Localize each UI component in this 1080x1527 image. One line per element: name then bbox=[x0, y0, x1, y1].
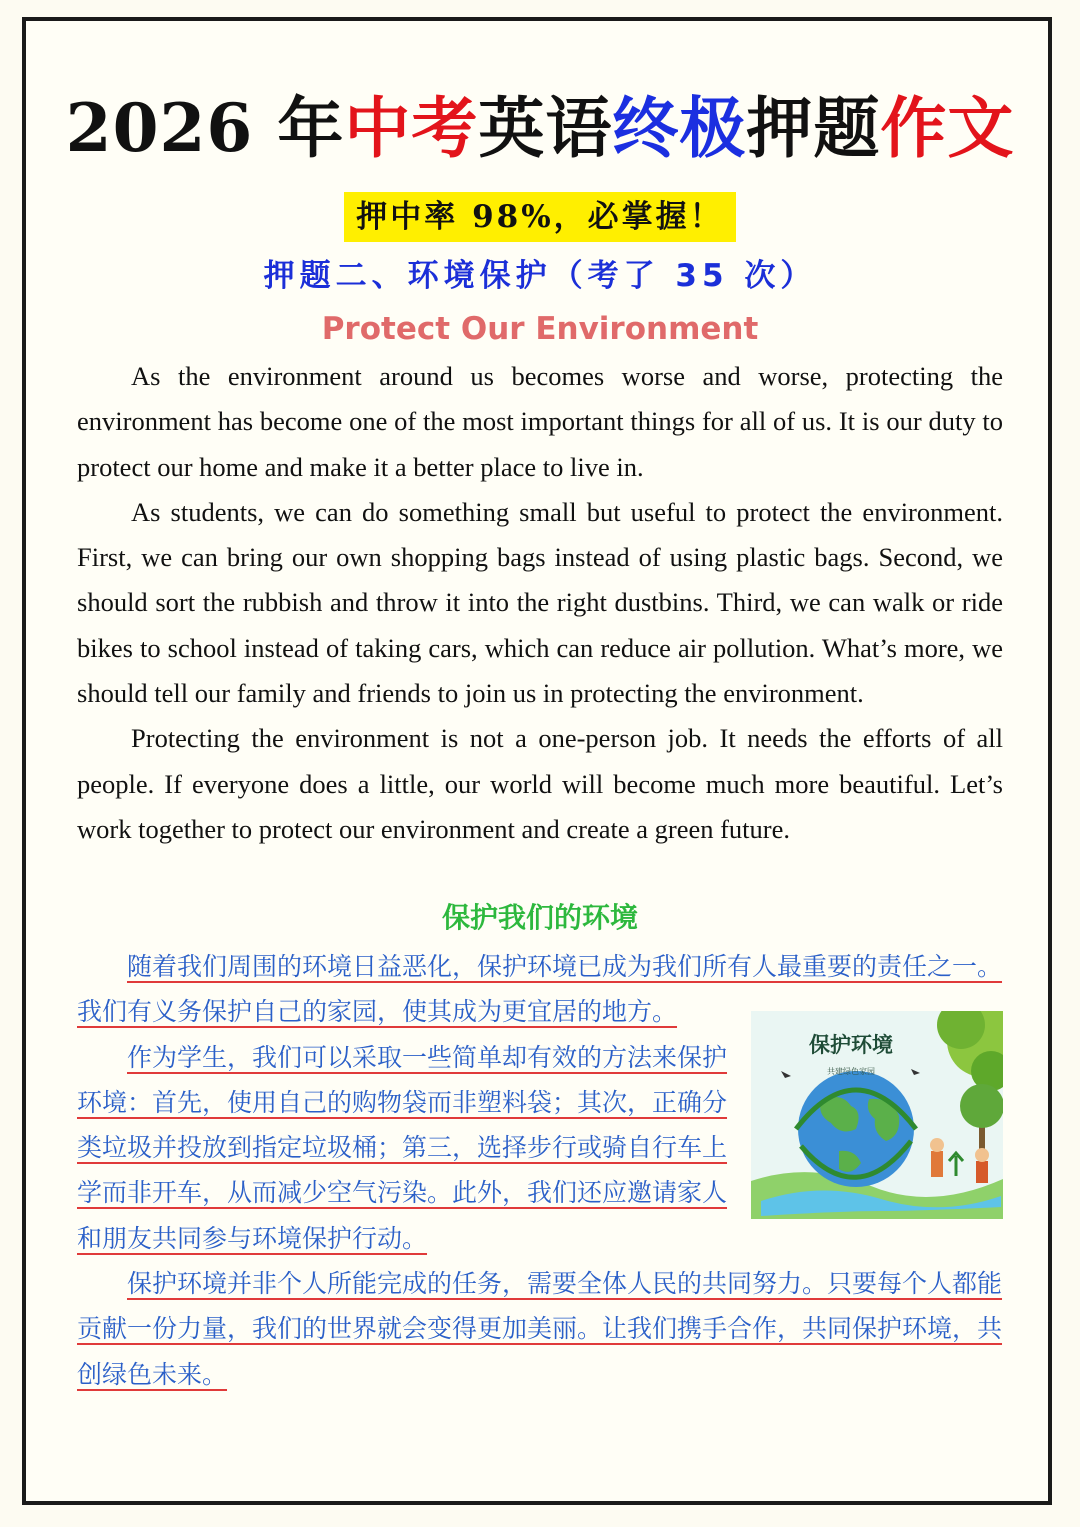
page-title bbox=[0, 88, 1080, 168]
translation-text-3: 保护环境并非个人所能完成的任务，需要全体人民的共同努力。只要每个人都能贡献一份力量，我们的世界就会变得更加美丽。让我们携手合作，共同保护环境，共创绿色未来。 bbox=[77, 1269, 1003, 1389]
topic-subtitle: 押题二、环境保护（考了 35 次） bbox=[263, 258, 817, 294]
essay-paragraph-1: As the environment around us becomes worse and worse, protecting the environment has become one of the most important things for all of us. It is our duty to protect our home and make it a better place to live in. bbox=[77, 361, 1003, 482]
translation-title: 保护我们的环境 bbox=[441, 901, 638, 934]
title-part-ultimate: 终极 bbox=[612, 89, 747, 167]
essay-paragraph-3: Protecting the environment is not a one-person job. It needs the efforts of all people. If everyone does a little, our world will become much more beautiful. Let’s work together to protect our environment and create a green future. bbox=[77, 723, 1003, 844]
chinese-translation bbox=[77, 944, 1003, 1397]
title-part-english: 英语 bbox=[478, 89, 613, 167]
hit-rate-badge: 押中率 98%，必掌握！ bbox=[344, 192, 735, 242]
hit-rate-badge-row bbox=[0, 192, 1080, 242]
translation-paragraph-3 bbox=[77, 1261, 1003, 1397]
translation-text-1: 随着我们周围的环境日益恶化，保护环境已成为我们所有人最重要的责任之一。我们有义务保护自己的家园，使其成为更宜居的地方。 bbox=[77, 952, 1003, 1027]
title-part-year: 2026 年 bbox=[65, 89, 345, 167]
title-part-predict: 押题 bbox=[746, 89, 881, 167]
translation-text-2: 作为学生，我们可以采取一些简单却有效的方法来保护环境：首先，使用自己的购物袋而非塑料袋；其次，正确分类垃圾并投放到指定垃圾桶；第三，选择步行或骑自行车上学而非开车，从而减少空气污染。此外，我们还应邀请家人和朋友共同参与环境保护行动。 bbox=[77, 1042, 728, 1253]
illustration-subtitle: 共建绿色家园 bbox=[827, 1066, 875, 1076]
illustration-title: 保护环境 bbox=[809, 1032, 893, 1057]
title-part-essay: 作文 bbox=[880, 89, 1015, 167]
essay-paragraph-2: As students, we can do something small but useful to protect the environment. First, we can bring our own shopping bags instead of using plastic bags. Second, we should sort the rubbish and throw it into the right dustbins. Third, we can walk or ride bikes to school instead of taking cars, which can reduce air pollution. What’s more, we should tell our family and friends to join us in protecting the environment. bbox=[77, 496, 1003, 709]
essay-title: Protect Our Environment bbox=[321, 311, 759, 347]
title-part-zhongkao: 中考 bbox=[344, 89, 479, 167]
environment-illustration bbox=[751, 1011, 1003, 1219]
english-essay bbox=[77, 354, 1003, 852]
